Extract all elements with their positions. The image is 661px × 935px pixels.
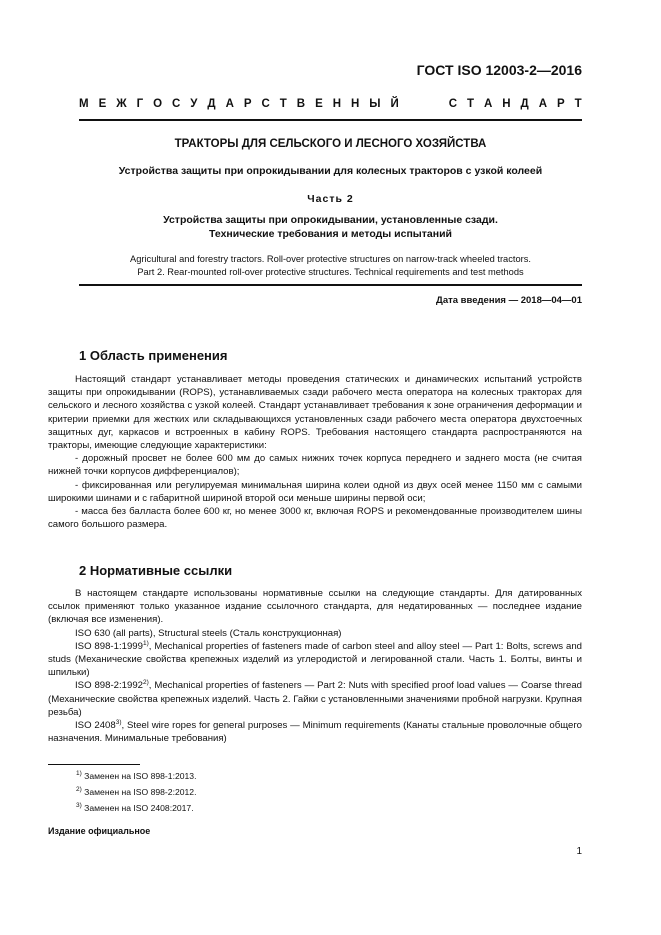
section-1-item: - масса без балласта более 600 кг, но менее 3000 кг, включая ROPS и рекомендованные производителем шины самого большого размера. [48,506,582,531]
word-gap [409,98,439,110]
reference-code: ISO 2408 [75,720,116,732]
subtitle: Устройства защиты при опрокидывании для колесных тракторов с узкой колеей [118,165,543,177]
english-title [79,253,582,279]
section-1-item: - фиксированная или регулируемая минимальная ширина колеи одной из двух осей менее 1150 мм с самыми широкими шинами и с габаритной шириной второй оси меньше ширины первой оси; [48,479,582,504]
section-2-body [48,587,582,745]
reference-code: ISO 898-1:1999 [75,640,143,652]
reference-text: , Steel wire ropes for general purposes — Minimum requirements (Канаты стальные проволочные общего назначения. Минимальные требования) [48,720,582,745]
letter: О [153,98,163,110]
letter: Р [243,98,252,110]
footnote [76,784,196,800]
section-1-heading: 1 Область применения [79,348,228,363]
part-title [79,213,582,241]
letter: Д [520,98,529,110]
letter: Ж [116,98,127,110]
reference-item [48,640,582,680]
footnote-text: Заменен на ISO 898-1:2013. [81,771,197,781]
top-rule [79,119,582,121]
reference-code: ISO 898-2:1992 [75,680,143,692]
footnote [76,768,196,784]
reference-item: ISO 630 (all parts), Structural steels (Сталь конструкционная) [75,627,342,639]
part-label: Часть 2 [307,193,354,205]
letter: Г [136,98,144,110]
part-title-line-2: Технические требования и методы испытаний [209,228,452,240]
letter: Т [466,98,475,110]
english-title-line-2: Part 2. Rear-mounted roll-over protective structures. Technical requirements and test methods [137,267,524,277]
footnote-mark: 3) [115,718,122,726]
footnote-text: Заменен на ISO 898-2:2012. [81,787,197,797]
letter: М [79,98,89,110]
letter: Р [557,98,565,110]
letter: А [538,98,548,110]
section-1-paragraph: Настоящий стандарт устанавливает методы проведения статических и динамических испытаний устройств защиты при опрокидывании (ROPS), устанавливаемых сзади рабочего места оператора на колесных тракторах для сельского и лесного хозяйства с узкой колеей. Стандарт устанавливает требования к зоне ограничения деформации и критерии приемки для жестких или складывающихся установленных сзади рабочего места оператора двухстоечных защитных дуг, каркасов и встроенных в кабину ROPS. Требования настоящего стандарта распространяются на тракторы, имеющие следующие характеристики: [48,374,582,452]
footnote-mark: 3) [76,802,82,810]
page-number: 1 [576,846,582,857]
main-title: ТРАКТОРЫ ДЛЯ СЕЛЬСКОГО И ЛЕСНОГО ХОЗЯЙСТВА [174,138,487,150]
part-title-line-1: Устройства защиты при опрокидывании, установленные сзади. [163,214,498,226]
letter: Н [332,98,342,110]
footnote-mark: 1) [76,770,82,778]
letter: Й [390,98,399,110]
letter: Ы [369,98,381,110]
footnote-separator [48,764,140,765]
footnote-mark: 2) [142,679,149,687]
title-bottom-rule [79,284,582,286]
letter: А [225,98,234,110]
reference-item [48,719,582,745]
effective-date: Дата введения — 2018—04—01 [436,295,582,306]
footnotes [76,768,196,816]
section-2-heading: 2 Нормативные ссылки [79,563,233,578]
letter: Д [207,98,216,110]
letter: У [190,98,198,110]
letter: В [296,98,306,110]
english-title-line-1: Agricultural and forestry tractors. Roll-over protective structures on narrow-track wheeled tractors. [130,254,531,264]
letter: С [448,98,458,110]
document-code: ГОСТ ISO 12003-2—2016 [416,62,582,78]
footnote-mark: 1) [142,639,149,647]
section-2-intro: В настоящем стандарте использованы нормативные ссылки на следующие стандарты. Для датированных ссылок применяют только указанное издание ссылочного стандарта, для недатированных — последнее издание (включая все изменения). [48,588,582,626]
reference-text: , Mechanical properties of fasteners — Part 2: Nuts with specified proof load values — Coarse thread (Механические свойства крепежных изделий. Часть 2. Гайки с установленными значениями пробной нагрузки. Крупная резьба) [48,680,582,718]
footnote-mark: 2) [76,786,82,794]
footnote [76,800,196,816]
letter: А [483,98,493,110]
reference-text: , Mechanical properties of fasteners made of carbon steel and alloy steel — Part 1: Bolts, screws and studs (Механические свойства крепежных изделий из углеродистой и легированной стали. Часть 1. Болты, винты и шпильки) [48,640,582,679]
reference-item [48,679,582,719]
letter: С [261,98,270,110]
letter: Н [502,98,511,110]
standard-type-label [79,98,582,110]
letter: Н [350,98,360,110]
section-1-body [48,373,582,531]
letter: С [172,98,181,110]
letter: Т [279,98,287,110]
section-1-item: - дорожный просвет не более 600 мм до самых нижних точек корпуса переднего и заднего моста (не считая нижней точки корпусов дифференциалов); [48,453,582,478]
letter: Е [315,98,323,110]
letter: Е [98,98,107,110]
letter: Т [574,98,582,110]
official-edition-label: Издание официальное [48,826,151,836]
footnote-text: Заменен на ISO 2408:2017. [81,803,194,813]
